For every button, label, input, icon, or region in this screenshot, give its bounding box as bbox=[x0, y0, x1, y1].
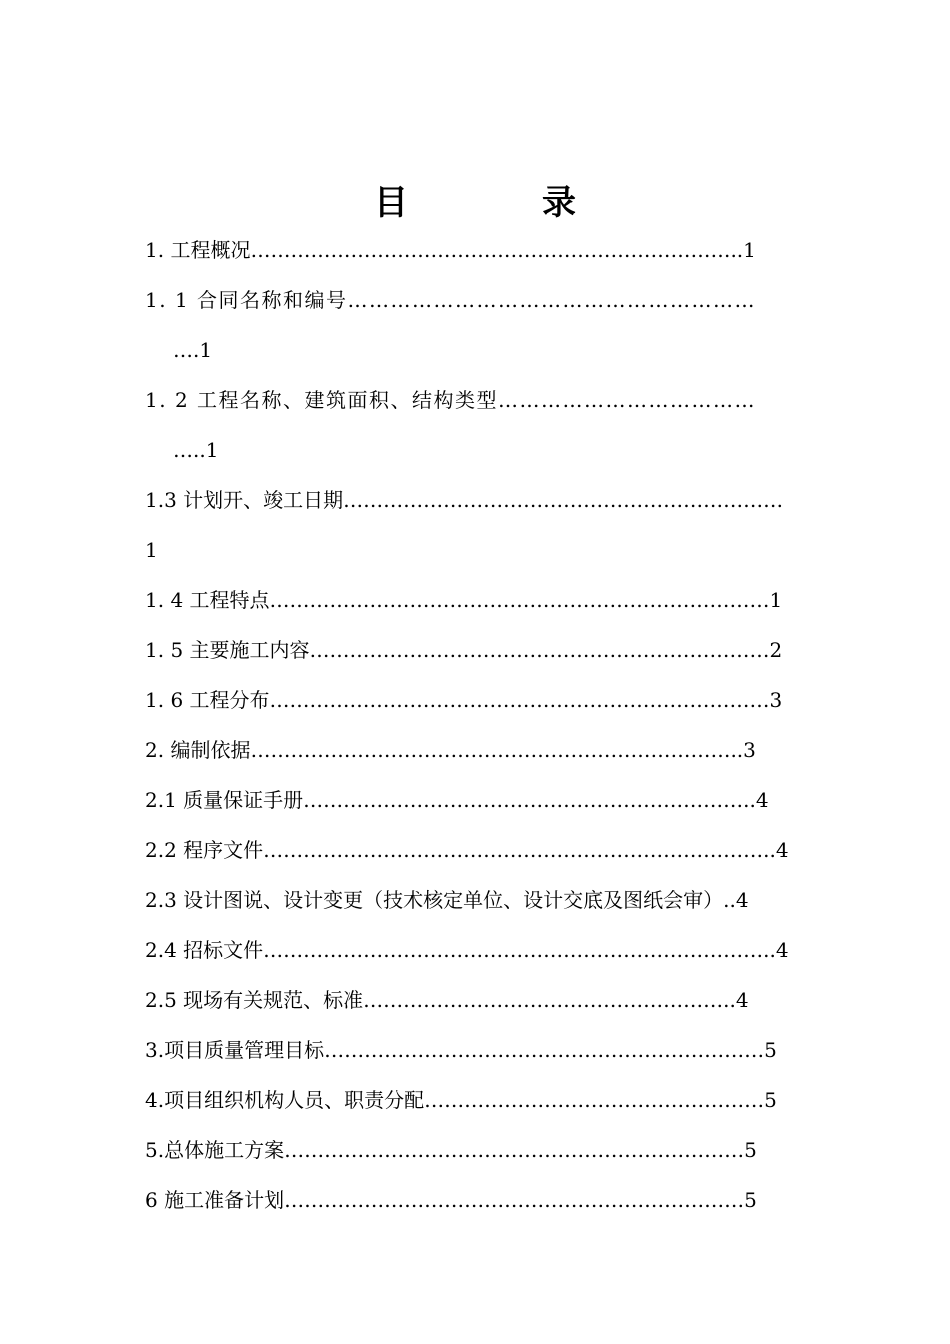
toc-entry: 1.3 计划开、竣工日期………………………………………………………… bbox=[145, 488, 784, 512]
toc-entry: 1. 2 工程名称、建筑面积、结构类型……………………………… bbox=[145, 388, 757, 412]
toc-entry: 6 施工准备计划……………………………………………………………5 bbox=[145, 1188, 757, 1212]
table-of-contents bbox=[145, 227, 810, 1227]
toc-entry: 1. 4 工程特点…………………………………………………………………1 bbox=[145, 588, 783, 612]
toc-entry: 1. 工程概况………………………………………………………………..1 bbox=[145, 238, 756, 262]
toc-entry: 3.项目质量管理目标…………………………………………………………5 bbox=[145, 1038, 777, 1062]
toc-entry: 1. 1 合同名称和编号………………………………………………… bbox=[145, 288, 757, 312]
toc-entry: 2.1 质量保证手册…………………………………………………………..4 bbox=[145, 788, 769, 812]
toc-entry: 5.总体施工方案……………………………………………………………5 bbox=[145, 1138, 757, 1162]
toc-entry: 2. 编制依据………………………………………………………………..3 bbox=[145, 738, 756, 762]
toc-entry: …..1 bbox=[173, 438, 219, 462]
toc-entry: ….1 bbox=[173, 338, 213, 362]
toc-entry: 2.2 程序文件…………………………………………………………………..4 bbox=[145, 838, 789, 862]
toc-entry: 1. 6 工程分布…………………………………………………………………3 bbox=[145, 688, 783, 712]
toc-entry: 2.3 设计图说、设计变更（技术核定单位、设计交底及图纸会审）..4 bbox=[145, 888, 749, 912]
toc-entry: 1 bbox=[145, 538, 158, 562]
page-title: 目 录 bbox=[374, 183, 626, 223]
toc-entry: 2.4 招标文件…………………………………………………………………..4 bbox=[145, 938, 789, 962]
toc-entry: 4.项目组织机构人员、职责分配……………………………………………5 bbox=[145, 1088, 777, 1112]
toc-entry: 2.5 现场有关规范、标准………………………………………………..4 bbox=[145, 988, 749, 1012]
toc-entry: 1. 5 主要施工内容……………………………………………………………2 bbox=[145, 638, 783, 662]
